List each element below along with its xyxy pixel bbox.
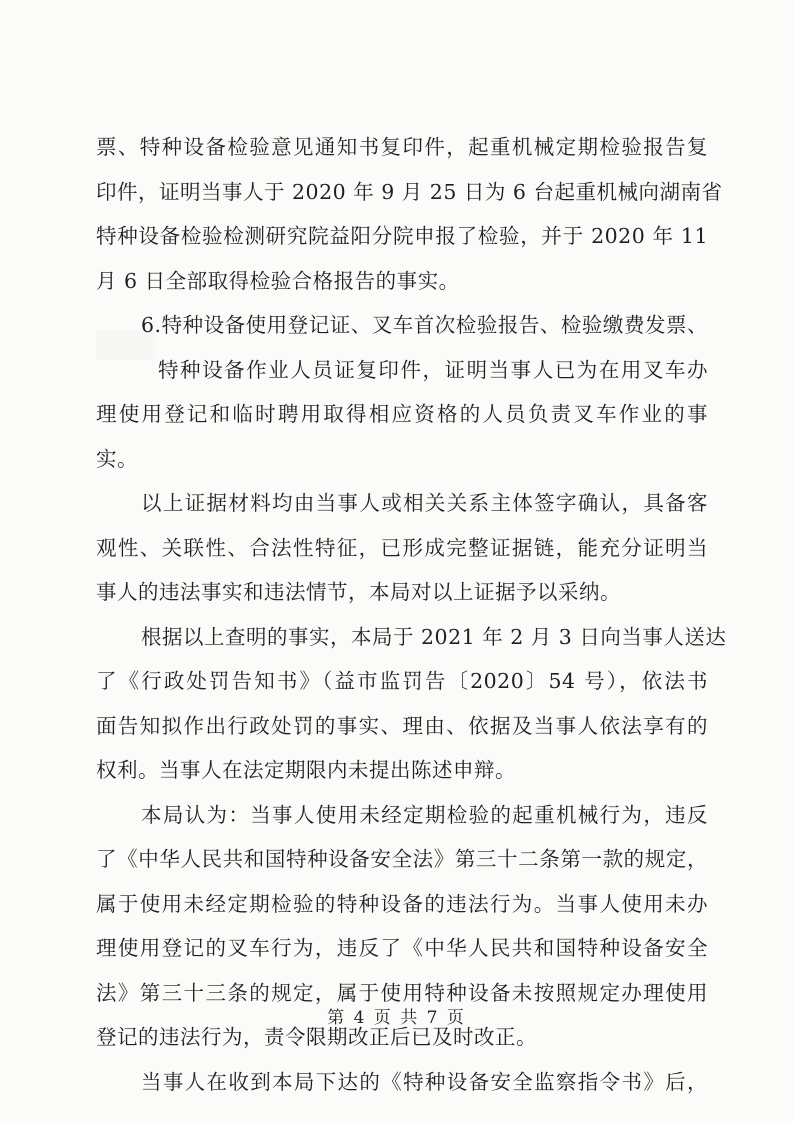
text-line: 6.特种设备使用登记证、叉车首次检验报告、检验缴费发票、 <box>141 313 708 337</box>
text-line: 以上证据材料均由当事人或相关关系主体签字确认，具备客 <box>141 491 708 515</box>
text-line: 法》第三十三条的规定，属于使用特种设备未按照规定办理使用 <box>96 980 708 1005</box>
text-line: 理使用登记的叉车行为，违反了《中华人民共和国特种设备安全 <box>96 936 708 960</box>
text-line: 了《中华人民共和国特种设备安全法》第三十二条第一款的规定， <box>96 847 708 871</box>
paragraph-directive-received <box>96 1060 708 1105</box>
paragraph-evidence-5-continued <box>96 125 723 303</box>
text-line: 月 6 日全部取得检验合格报告的事实。 <box>96 268 460 293</box>
text-line: 权利。当事人在法定期限内未提出陈述申辩。 <box>96 758 516 782</box>
paragraph-evidence-summary <box>96 481 708 615</box>
text-line: 属于使用未经定期检验的特种设备的违法行为。当事人使用未办 <box>96 891 708 916</box>
paragraph-evidence-6 <box>96 303 708 481</box>
text-line: 观性、关联性、合法性特征，已形成完整证据链，能充分证明当 <box>96 535 708 560</box>
text-line: 特种设备作业人员证复印件，证明当事人已为在用叉车办 <box>158 357 708 382</box>
text-line: 特种设备检验检测研究院益阳分院申报了检验，并于 2020 年 11 <box>96 224 708 248</box>
text-line: 实。 <box>96 446 138 471</box>
text-line: 理使用登记和临时聘用取得相应资格的人员负责叉车作业的事 <box>96 402 708 426</box>
text-line: 当事人在收到本局下达的《特种设备安全监察指令书》后， <box>141 1069 708 1094</box>
text-line: 本局认为：当事人使用未经定期检验的起重机械行为，违反 <box>141 802 708 827</box>
text-line: 印件，证明当事人于 2020 年 9 月 25 日为 6 台起重机械向湖南省 <box>96 179 723 204</box>
page-number: 第 4 页 共 7 页 <box>327 1008 466 1028</box>
text-line: 面告知拟作出行政处罚的事实、理由、依据及当事人依法享有的 <box>96 713 708 738</box>
text-line: 登记的违法行为，责令限期改正后已及时改正。 <box>96 1025 537 1049</box>
text-line: 根据以上查明的事实，本局于 2021 年 2 月 3 日向当事人送达 <box>141 624 727 649</box>
text-line: 了《行政处罚告知书》（益市监罚告〔2020〕54 号），依法书 <box>96 669 708 693</box>
text-line: 票、特种设备检验意见通知书复印件，起重机械定期检验报告复 <box>96 135 708 159</box>
paragraph-notice-delivery <box>96 615 727 793</box>
text-line: 事人的违法事实和违法情节，本局对以上证据予以采纳。 <box>96 580 621 604</box>
document-body <box>96 125 727 1104</box>
